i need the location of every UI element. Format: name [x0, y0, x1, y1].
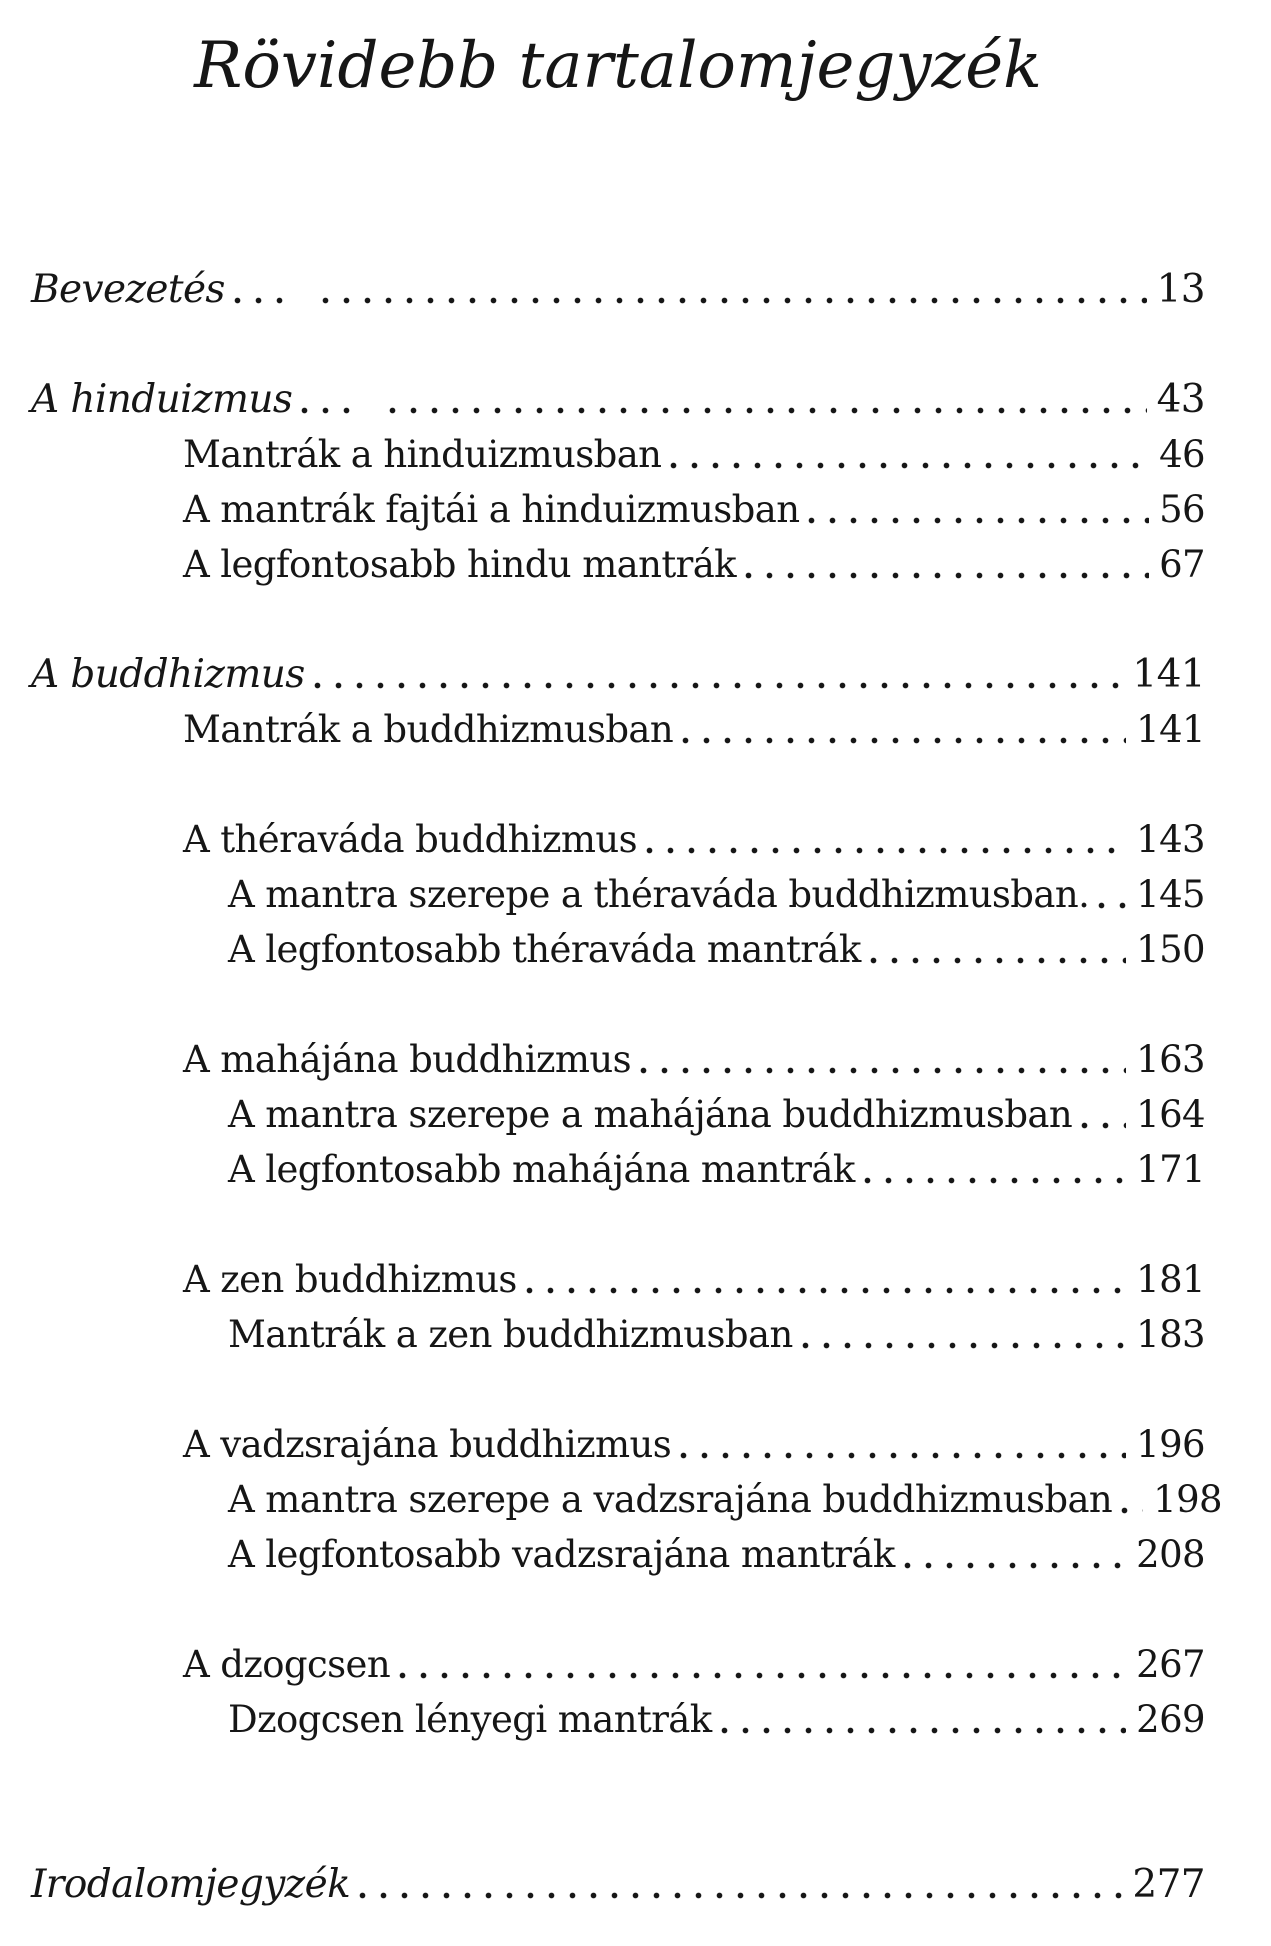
toc-row [31, 1087, 1205, 1142]
toc-entry-label: Dzogcsen lényegi mantrák [228, 1697, 712, 1741]
page-number: 67 [1159, 542, 1205, 586]
dot-leader [314, 647, 1123, 702]
dot-leader [640, 1032, 1126, 1087]
toc-group [31, 1417, 1222, 1582]
dot-leader [1098, 867, 1126, 922]
page-number: 13 [1156, 266, 1205, 312]
dot-leader [808, 482, 1149, 537]
toc-row [31, 867, 1205, 922]
toc-row [31, 1307, 1205, 1362]
toc-row [31, 1472, 1222, 1527]
dot-leader [680, 1417, 1126, 1472]
dot-leader [904, 1527, 1126, 1582]
toc-entry-label: Irodalomjegyzék [31, 1861, 351, 1907]
page-number: 43 [1156, 376, 1205, 422]
toc-group [31, 1637, 1205, 1747]
toc-row [31, 262, 1205, 317]
toc-group [31, 1857, 1205, 1912]
page-number: 208 [1136, 1532, 1205, 1576]
dot-leader [682, 702, 1126, 757]
page-number: 183 [1136, 1312, 1205, 1356]
toc-row [31, 372, 1205, 427]
page-number: 181 [1136, 1257, 1205, 1301]
toc-entry-label: A legfontosabb vadzsrajána mantrák [228, 1532, 895, 1576]
toc-entry-label: Mantrák a zen buddhizmusban [228, 1312, 793, 1356]
page-number: 196 [1136, 1422, 1205, 1466]
page-number: 269 [1136, 1697, 1205, 1741]
dot-leader [1081, 1087, 1126, 1142]
toc-group [31, 372, 1205, 592]
page-number: 141 [1136, 707, 1205, 751]
toc-row [31, 1417, 1205, 1472]
toc-row [31, 1142, 1205, 1197]
toc-row [31, 1692, 1205, 1747]
toc-entry-label: A mahájána buddhizmus [183, 1037, 632, 1081]
toc-group [31, 647, 1205, 757]
toc-entry-label: A théraváda buddhizmus [183, 817, 638, 861]
page-number: 164 [1136, 1092, 1205, 1136]
page-number: 198 [1153, 1477, 1222, 1521]
toc-entry-label: A buddhizmus [31, 651, 305, 697]
dot-leader [721, 1692, 1127, 1747]
toc-entry-label: A mantra szerepe a théraváda buddhizmusban. [228, 872, 1090, 916]
page-number: 141 [1132, 651, 1205, 697]
dot-leader [399, 1637, 1126, 1692]
toc-row [31, 647, 1205, 702]
toc-row [31, 482, 1205, 537]
toc-entry-label: A hinduizmus [31, 376, 293, 422]
dot-leader [802, 1307, 1126, 1362]
toc-row [31, 812, 1205, 867]
toc-entry-label: A mantrák fajtái a hinduizmusban [183, 487, 800, 531]
toc-row [31, 1637, 1205, 1692]
toc-entry-label: A mantra szerepe a mahájána buddhizmusban [228, 1092, 1073, 1136]
dot-leader [870, 922, 1127, 977]
toc-row [31, 702, 1205, 757]
toc-entry-label: A legfontosabb théraváda mantrák [228, 927, 861, 971]
toc-row [31, 1252, 1205, 1307]
page-number: 143 [1136, 817, 1205, 861]
toc-group [31, 812, 1205, 977]
toc-row [31, 1527, 1205, 1582]
dot-leader [301, 372, 1146, 427]
toc-group [31, 1252, 1205, 1362]
table-of-contents [31, 262, 1222, 1912]
dot-leader [745, 537, 1149, 592]
toc-row [31, 1857, 1205, 1912]
dot-leader [670, 427, 1149, 482]
page-number: 56 [1159, 487, 1205, 531]
page-number: 150 [1136, 927, 1205, 971]
toc-row [31, 537, 1205, 592]
toc-entry-label: A mantra szerepe a vadzsrajána buddhizmusban [228, 1477, 1113, 1521]
dot-leader [234, 262, 1147, 317]
toc-group [31, 262, 1205, 317]
dot-leader [864, 1142, 1127, 1197]
toc-row [31, 427, 1205, 482]
toc-group [31, 1032, 1205, 1197]
toc-entry-label: A legfontosabb hindu mantrák [183, 542, 736, 586]
page-number: 163 [1136, 1037, 1205, 1081]
toc-entry-label: A vadzsrajána buddhizmus [183, 1422, 672, 1466]
dot-leader [526, 1252, 1126, 1307]
toc-entry-label: Mantrák a buddhizmusban [183, 707, 674, 751]
dot-leader [646, 812, 1126, 867]
page-number: 267 [1136, 1642, 1205, 1686]
page-title: Rövidebb tartalomjegyzék [194, 29, 1042, 103]
toc-row [31, 1032, 1205, 1087]
dot-leader [1121, 1472, 1143, 1527]
dot-leader [359, 1857, 1122, 1912]
page-number: 171 [1136, 1147, 1205, 1191]
toc-entry-label: Mantrák a hinduizmusban [183, 432, 662, 476]
toc-row [31, 922, 1205, 977]
toc-entry-label: Bevezetés [31, 266, 225, 312]
page-number: 145 [1136, 872, 1205, 916]
toc-entry-label: A zen buddhizmus [183, 1257, 517, 1301]
toc-entry-label: A legfontosabb mahájána mantrák [228, 1147, 855, 1191]
page-number: 46 [1159, 432, 1205, 476]
page-number: 277 [1132, 1861, 1205, 1907]
toc-entry-label: A dzogcsen [183, 1642, 391, 1686]
